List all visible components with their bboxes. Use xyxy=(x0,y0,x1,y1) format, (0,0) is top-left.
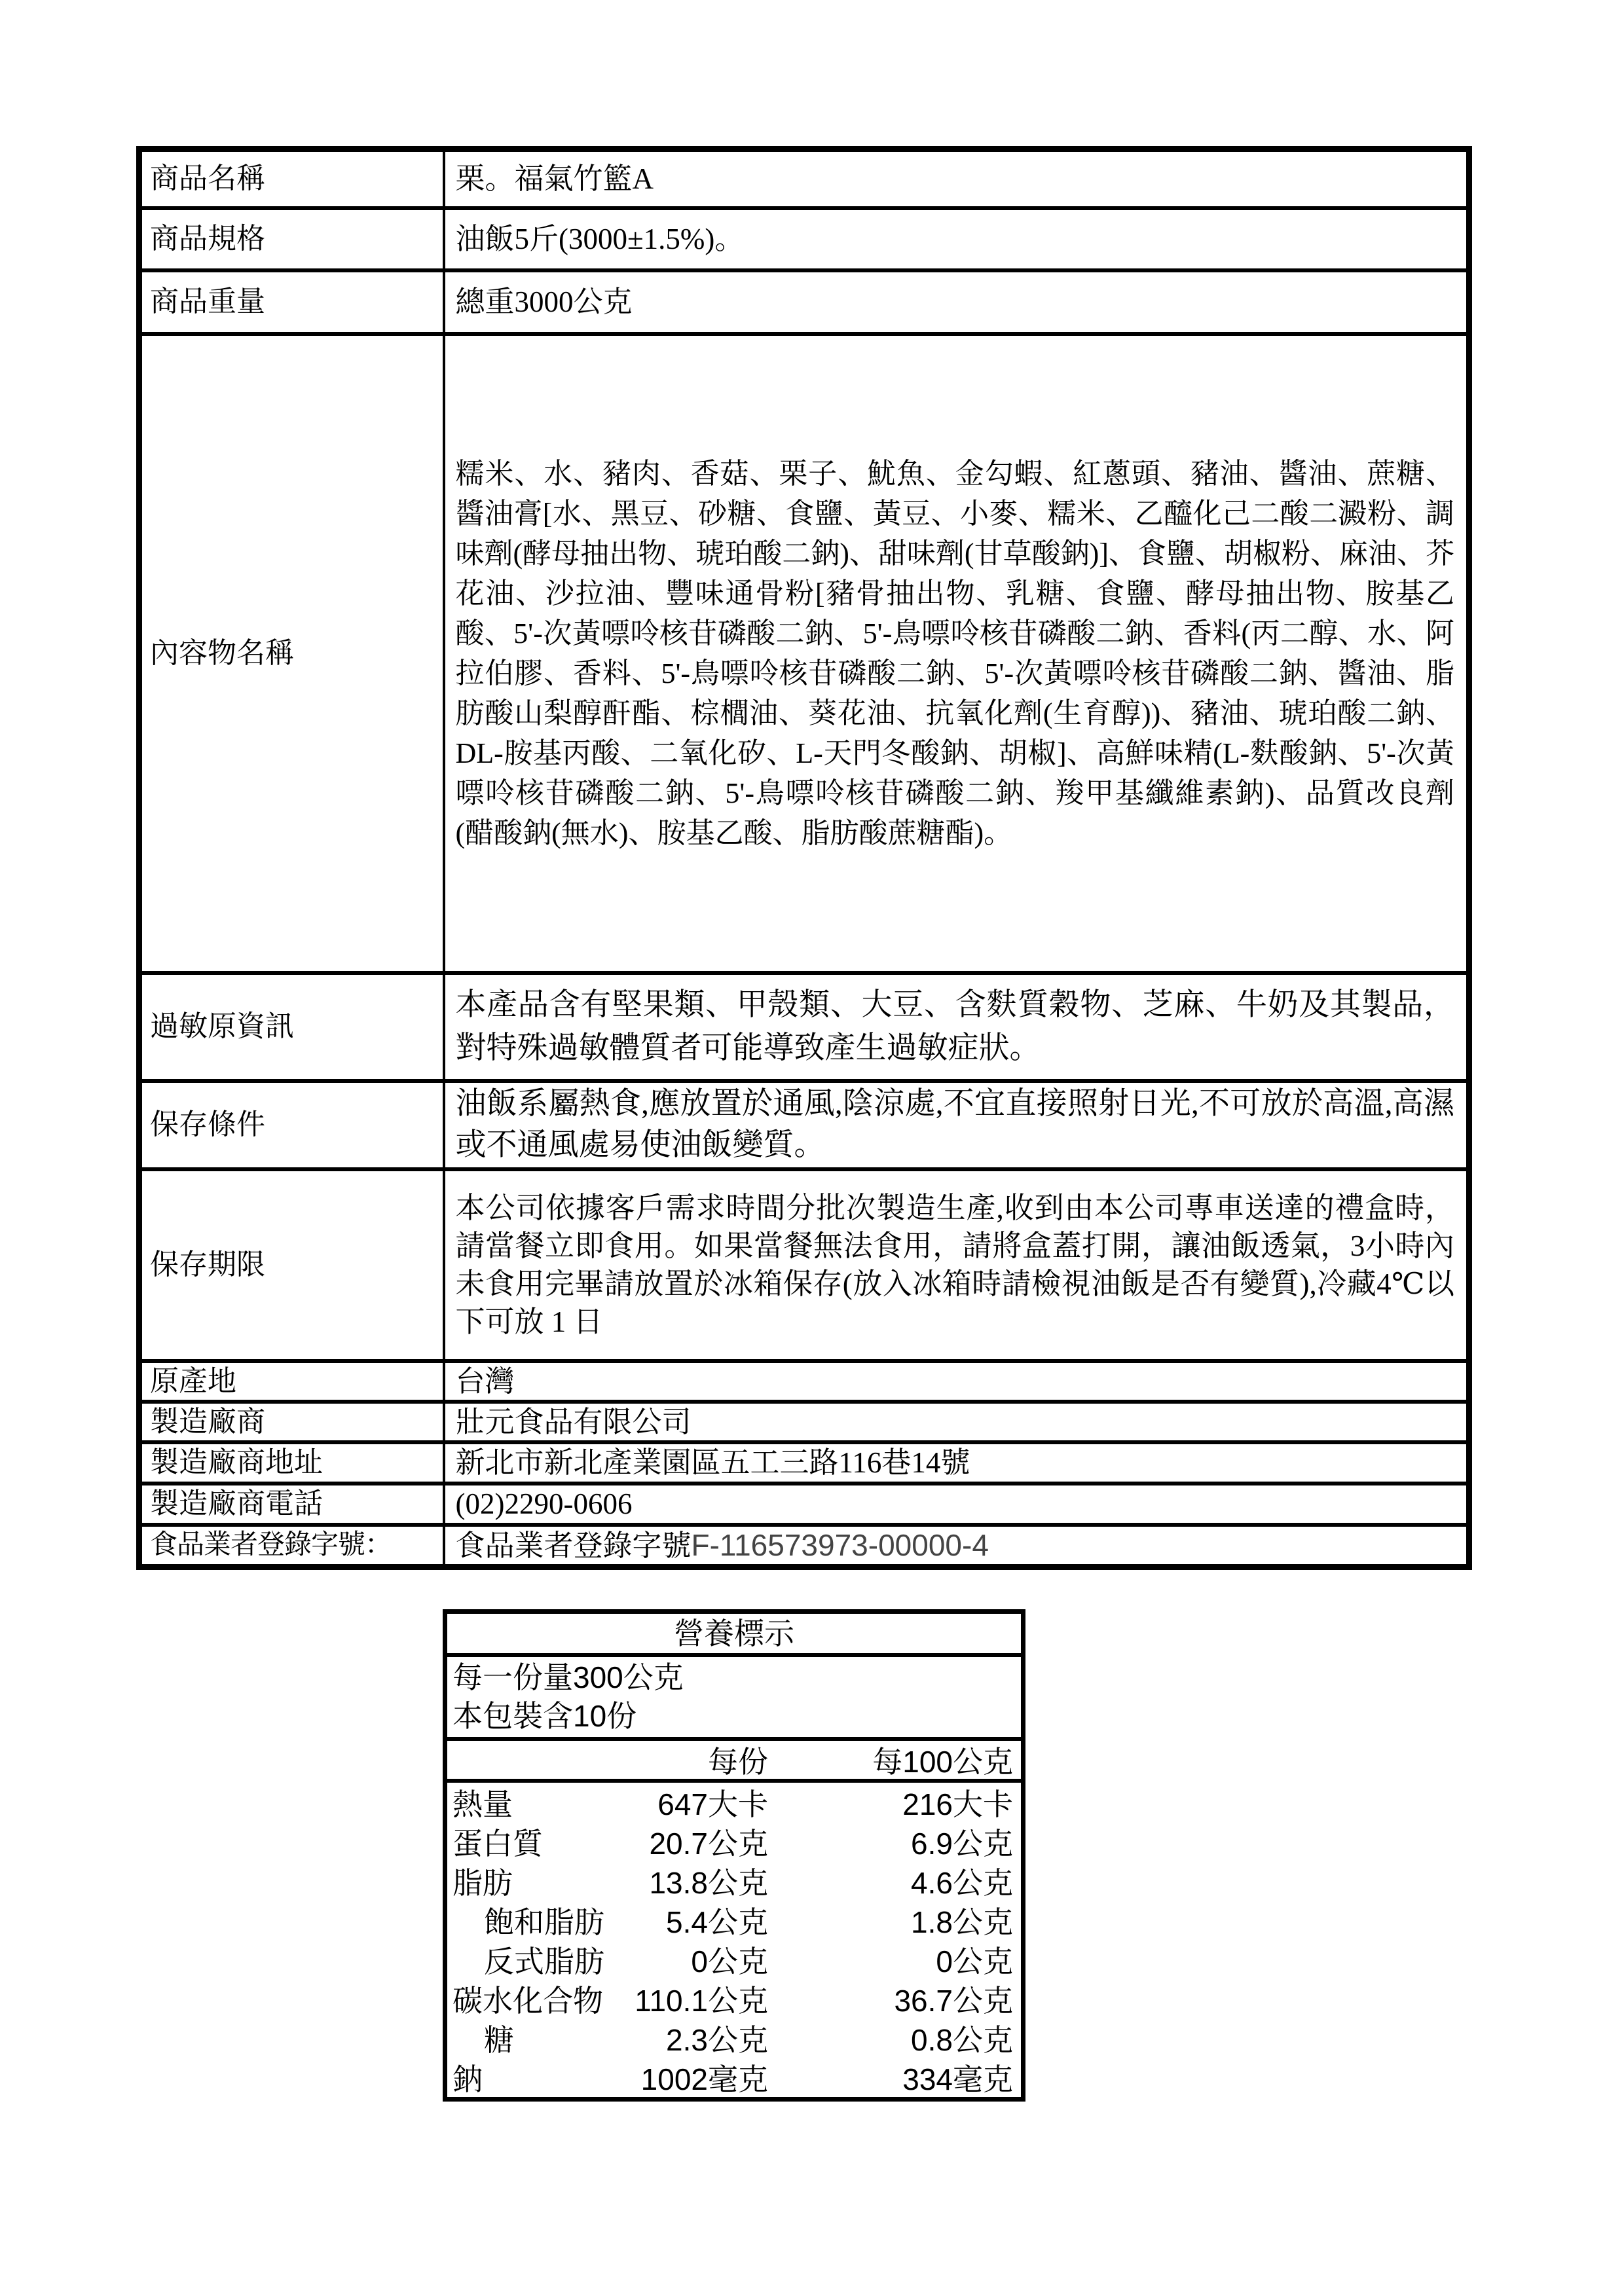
table-row-origin xyxy=(139,1361,1469,1402)
nutrition-table xyxy=(443,1609,1025,2102)
field-label: 商品名稱 xyxy=(139,149,444,208)
nutrient-label: 碳水化合物 xyxy=(452,1984,603,2018)
nutrient-per-serving: 20.7公克 xyxy=(649,1827,768,1861)
field-label: 內容物名稱 xyxy=(139,334,444,973)
nutrition-row-calories xyxy=(447,1783,1021,1822)
nutrition-row-fat xyxy=(447,1861,1021,1901)
nutrition-row-trans-fat xyxy=(447,1940,1021,1979)
table-row-manufacturer-address xyxy=(139,1442,1469,1484)
nutrient-label: 脂肪 xyxy=(452,1866,513,1900)
product-spec-table xyxy=(136,146,1472,1570)
nutrient-per-serving: 13.8公克 xyxy=(649,1866,768,1900)
registration-prefix: 食品業者登錄字號 xyxy=(455,1529,692,1562)
table-row-manufacturer xyxy=(139,1402,1469,1442)
nutrient-per-serving: 647大卡 xyxy=(657,1787,768,1821)
table-row-manufacturer-phone xyxy=(139,1484,1469,1525)
servings-per-package-line: 本包裝含10份 xyxy=(452,1699,637,1733)
nutrient-per-100g: 36.7公克 xyxy=(894,1984,1013,2018)
field-value xyxy=(444,1525,1469,1567)
nutrient-per-100g: 334毫克 xyxy=(902,2062,1013,2096)
nutrient-label: 飽和脂肪 xyxy=(484,1905,604,1939)
field-value: 新北市新北產業園區五工三路116巷14號 xyxy=(444,1442,1469,1484)
serving-size-line: 每一份量300公克 xyxy=(452,1660,684,1694)
field-label: 保存期限 xyxy=(139,1169,444,1361)
field-value: 壯元食品有限公司 xyxy=(444,1402,1469,1442)
nutrition-serving-block xyxy=(447,1657,1021,1741)
nutrient-per-100g: 0公克 xyxy=(936,1944,1013,1978)
table-row-registration-number xyxy=(139,1525,1469,1567)
nutrient-label: 糖 xyxy=(484,2023,514,2057)
nutrition-row-carbohydrate xyxy=(447,1979,1021,2018)
field-label: 商品重量 xyxy=(139,270,444,334)
nutrient-per-serving: 0公克 xyxy=(691,1944,768,1978)
field-label: 原產地 xyxy=(139,1361,444,1402)
nutrient-per-serving: 2.3公克 xyxy=(666,2023,768,2057)
nutrient-per-100g: 0.8公克 xyxy=(911,2023,1013,2057)
nutrient-per-100g: 1.8公克 xyxy=(911,1905,1013,1939)
field-value: (02)2290-0606 xyxy=(444,1484,1469,1525)
nutrient-per-serving: 110.1公克 xyxy=(635,1984,768,2018)
table-row-product-weight xyxy=(139,270,1469,334)
field-value: 栗。福氣竹籃A xyxy=(444,149,1469,208)
field-value: 油飯系屬熱食,應放置於通風,陰涼處,不宜直接照射日光,不可放於高溫,高濕或不通風處易使油飯變質。 xyxy=(444,1081,1469,1169)
field-label: 製造廠商地址 xyxy=(139,1442,444,1484)
nutrient-label: 蛋白質 xyxy=(452,1827,543,1861)
nutrition-header-row xyxy=(447,1741,1021,1783)
field-value: 糯米、水、豬肉、香菇、栗子、魷魚、金勾蝦、紅蔥頭、豬油、醬油、蔗糖、醬油膏[水、黑豆、砂糖、食鹽、黃豆、小麥、糯米、乙醯化己二酸二澱粉、調味劑(酵母抽出物、琥珀酸二鈉)、甜味劑(甘草酸鈉)]、食鹽、胡椒粉、麻油、芥花油、沙拉油、豐味通骨粉[豬骨抽出物、乳糖、食鹽、酵母抽出物、胺基乙酸、5'-次黃嘌呤核苷磷酸二鈉、5'-鳥嘌呤核苷磷酸二鈉、香料(丙二醇、水、阿拉伯膠、香料、5'-鳥嘌呤核苷磷酸二鈉、5'-次黃嘌呤核苷磷酸二鈉、醬油、脂肪酸山梨醇酐酯、棕櫚油、葵花油、抗氧化劑(生育醇))、豬油、琥珀酸二鈉、DL-胺基丙酸、二氧化矽、L-天門冬酸鈉、胡椒]、高鮮味精(L-麩酸鈉、5'-次黃嘌呤核苷磷酸二鈉、5'-鳥嘌呤核苷磷酸二鈉、羧甲基纖維素鈉)、品質改良劑(醋酸鈉(無水)、胺基乙酸、脂肪酸蔗糖酯)。 xyxy=(444,334,1469,973)
field-label: 食品業者登錄字號： xyxy=(139,1525,444,1567)
nutrition-row-sodium xyxy=(447,2058,1021,2097)
nutrient-label: 熱量 xyxy=(452,1787,513,1821)
table-row-product-spec xyxy=(139,208,1469,270)
nutrient-per-100g: 4.6公克 xyxy=(911,1866,1013,1900)
nutrient-label: 鈉 xyxy=(452,2062,483,2096)
nutrient-label: 反式脂肪 xyxy=(484,1944,604,1978)
nutrition-header-per-100g: 每100公克 xyxy=(872,1745,1013,1779)
table-row-allergen-info xyxy=(139,973,1469,1081)
field-value: 油飯5斤(3000±1.5%)。 xyxy=(444,208,1469,270)
nutrition-row-saturated-fat xyxy=(447,1901,1021,1940)
field-label: 過敏原資訊 xyxy=(139,973,444,1081)
field-label: 商品規格 xyxy=(139,208,444,270)
nutrition-row-protein xyxy=(447,1822,1021,1861)
nutrient-per-100g: 216大卡 xyxy=(902,1787,1013,1821)
registration-code: F-116573973-00000-4 xyxy=(691,1527,989,1562)
field-label: 製造廠商 xyxy=(139,1402,444,1442)
nutrition-row-sugar xyxy=(447,2018,1021,2058)
field-label: 保存條件 xyxy=(139,1081,444,1169)
nutrition-header-per-serving: 每份 xyxy=(708,1745,768,1779)
table-row-product-name xyxy=(139,149,1469,208)
table-row-ingredients xyxy=(139,334,1469,973)
table-row-storage-conditions xyxy=(139,1081,1469,1169)
nutrient-per-serving: 5.4公克 xyxy=(666,1905,768,1939)
field-value: 本產品含有堅果類、甲殼類、大豆、含麩質穀物、芝麻、牛奶及其製品，對特殊過敏體質者可能導致產生過敏症狀。 xyxy=(444,973,1469,1081)
field-value: 台灣 xyxy=(444,1361,1469,1402)
nutrient-per-serving: 1002毫克 xyxy=(640,2062,768,2096)
field-value: 本公司依據客戶需求時間分批次製造生產,收到由本公司專車送達的禮盒時，請當餐立即食用。如果當餐無法食用，請將盒蓋打開，讓油飯透氣，3小時內未食用完畢請放置於冰箱保存(放入冰箱時請檢視油飯是否有變質),冷藏4℃以下可放 1 日 xyxy=(444,1169,1469,1361)
field-label: 製造廠商電話 xyxy=(139,1484,444,1525)
nutrient-per-100g: 6.9公克 xyxy=(911,1827,1013,1861)
field-value: 總重3000公克 xyxy=(444,270,1469,334)
table-row-shelf-life xyxy=(139,1169,1469,1361)
nutrition-title: 營養標示 xyxy=(447,1614,1021,1657)
